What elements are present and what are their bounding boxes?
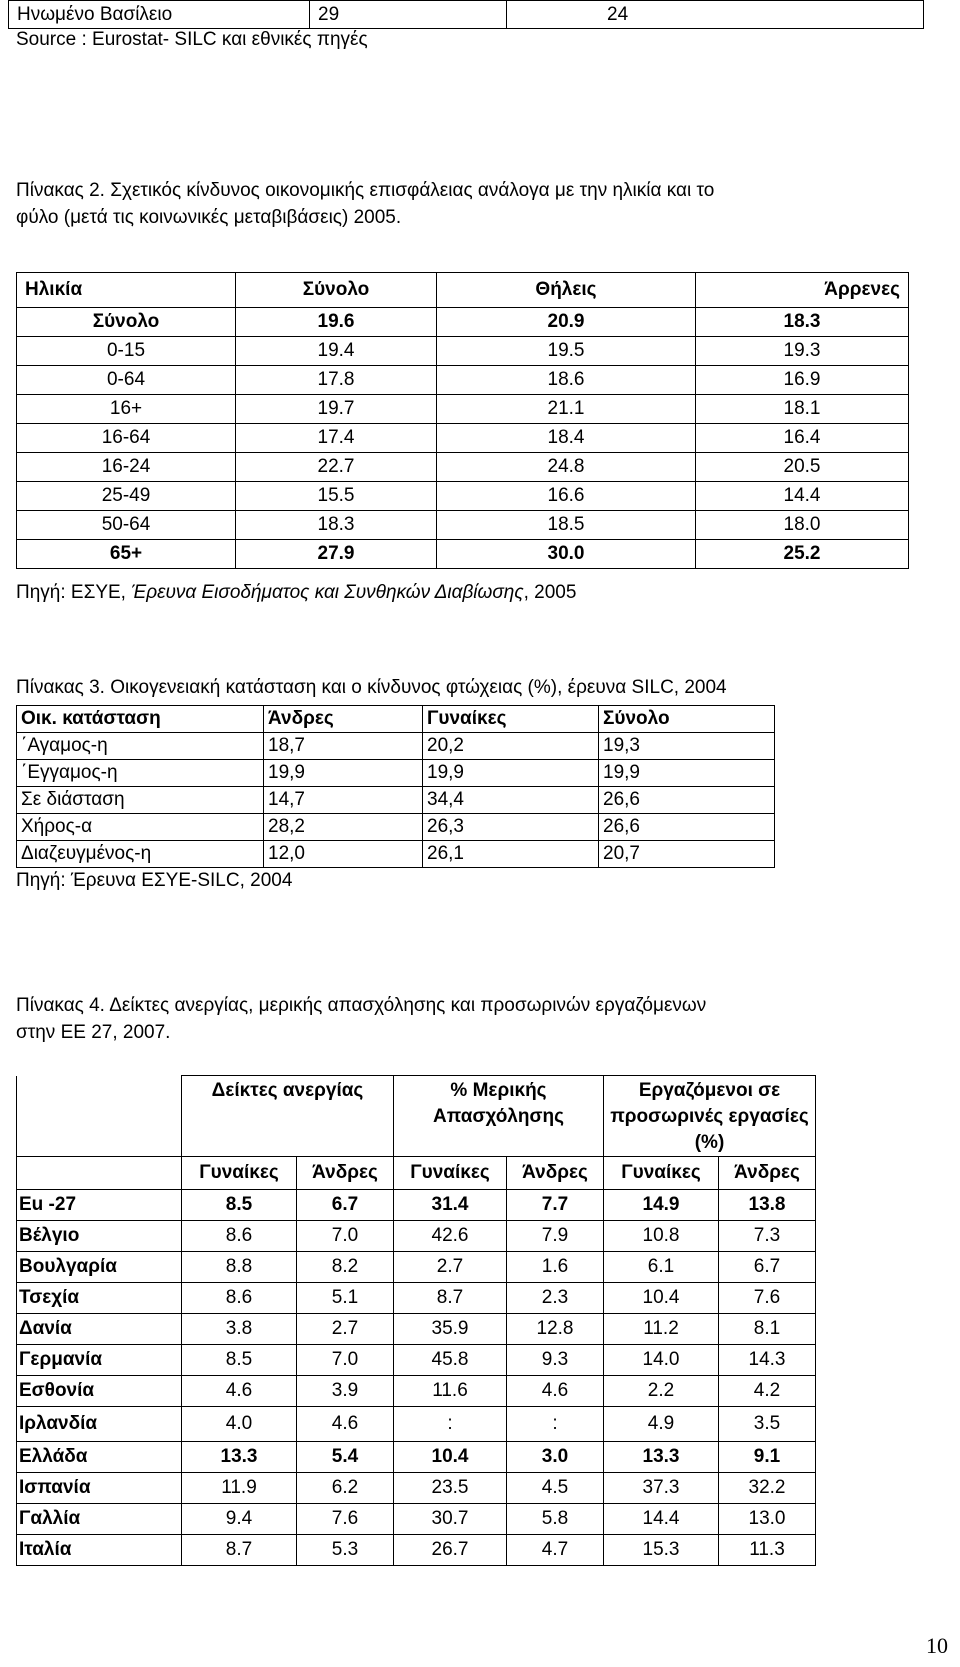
value-cell: 10.4: [394, 1442, 507, 1473]
country-cell: Ισπανία: [17, 1473, 182, 1504]
female-cell: 24.8: [437, 453, 696, 482]
age-cell: 65+: [17, 540, 236, 569]
value-cell: 23.5: [394, 1473, 507, 1504]
value-cell: 7.0: [297, 1345, 394, 1376]
country-cell: Δανία: [17, 1314, 182, 1345]
value-cell: 9.4: [182, 1504, 297, 1535]
value-cell: 6.7: [297, 1190, 394, 1221]
male-cell: 18.3: [696, 308, 909, 337]
value-cell: 7.0: [297, 1221, 394, 1252]
women-cell: 34,4: [423, 787, 599, 814]
group-header-part-time: % Μερικής Απασχόλησης: [394, 1076, 604, 1157]
age-cell: 16-24: [17, 453, 236, 482]
status-cell: Χήρος-α: [17, 814, 264, 841]
country-cell: Ιρλανδία: [17, 1407, 182, 1442]
table-row: [17, 308, 909, 337]
value-cell: 26.7: [394, 1535, 507, 1566]
value-cell: 7.3: [719, 1221, 816, 1252]
male-cell: 18.1: [696, 395, 909, 424]
table-row: [17, 841, 775, 868]
status-cell: Σε διάσταση: [17, 787, 264, 814]
female-cell: 20.9: [437, 308, 696, 337]
table-row: [17, 814, 775, 841]
value-cell: 7.6: [719, 1283, 816, 1314]
value-cell: 6.2: [297, 1473, 394, 1504]
value-cell: 10.8: [604, 1221, 719, 1252]
value-cell: 7.6: [297, 1504, 394, 1535]
total-cell: 19.7: [236, 395, 437, 424]
table-row: [17, 1473, 816, 1504]
value-cell: 32.2: [719, 1473, 816, 1504]
value-cell: 2.2: [604, 1376, 719, 1407]
source-suffix: , 2005: [523, 582, 577, 603]
table-row: [17, 453, 909, 482]
table3: [16, 705, 775, 868]
value-cell: 13.8: [719, 1190, 816, 1221]
age-cell: 16-64: [17, 424, 236, 453]
value-cell: 15.3: [604, 1535, 719, 1566]
table-row: [9, 1, 924, 29]
table-row: [17, 511, 909, 540]
value-cell: 7.7: [507, 1190, 604, 1221]
female-cell: 18.6: [437, 366, 696, 395]
value-cell: 4.0: [182, 1407, 297, 1442]
value-cell: 42.6: [394, 1221, 507, 1252]
subheader-men: Άνδρες: [297, 1157, 394, 1190]
total-cell: 26,6: [599, 814, 775, 841]
age-cell: 0-64: [17, 366, 236, 395]
value-cell: 3.0: [507, 1442, 604, 1473]
value-cell: 11.9: [182, 1473, 297, 1504]
female-cell: 18.5: [437, 511, 696, 540]
table-row: [17, 1504, 816, 1535]
male-cell: 19.3: [696, 337, 909, 366]
subheader-men: Άνδρες: [507, 1157, 604, 1190]
country-cell: Eu -27: [17, 1190, 182, 1221]
top-continuation-table: [8, 0, 924, 29]
male-cell: 25.2: [696, 540, 909, 569]
header-total: Σύνολο: [599, 706, 775, 733]
table4-caption-line2: στην ΕΕ 27, 2007.: [16, 1022, 171, 1043]
source-title: Έρευνα Εισοδήματος και Συνθηκών Διαβίωσης: [131, 582, 524, 603]
table-row: [17, 337, 909, 366]
total-cell: 22.7: [236, 453, 437, 482]
total-cell: 18.3: [236, 511, 437, 540]
source-prefix: Πηγή: ΕΣΥΕ,: [16, 582, 132, 603]
value-cell: 8.7: [394, 1283, 507, 1314]
source-eurostat: Source : Eurostat- SILC και εθνικές πηγές: [16, 29, 368, 50]
status-cell: ΄Αγαμος-η: [17, 733, 264, 760]
value-cell: 4.5: [507, 1473, 604, 1504]
age-cell: Σύνολο: [17, 308, 236, 337]
total-cell: 15.5: [236, 482, 437, 511]
women-cell: 20,2: [423, 733, 599, 760]
women-cell: 26,3: [423, 814, 599, 841]
men-cell: 19,9: [264, 760, 423, 787]
value-cell: 4.2: [719, 1376, 816, 1407]
value-cell: 8.8: [182, 1252, 297, 1283]
total-cell: 17.8: [236, 366, 437, 395]
country-cell: Γαλλία: [17, 1504, 182, 1535]
table-row: [17, 1407, 816, 1442]
value-cell: 4.9: [604, 1407, 719, 1442]
value-cell: 3.5: [719, 1407, 816, 1442]
value-cell: 11.3: [719, 1535, 816, 1566]
value-cell: 4.6: [507, 1376, 604, 1407]
value-cell: 2.7: [297, 1314, 394, 1345]
table-row: [17, 395, 909, 424]
table-row: [17, 1442, 816, 1473]
table-row: [17, 1190, 816, 1221]
women-cell: 26,1: [423, 841, 599, 868]
value-cell: 31.4: [394, 1190, 507, 1221]
value-cell: 14.0: [604, 1345, 719, 1376]
women-cell: 19,9: [423, 760, 599, 787]
value-cell: 8.1: [719, 1314, 816, 1345]
header-age: Ηλικία: [17, 273, 236, 308]
table3-header-row: [17, 706, 775, 733]
value-cell: 45.8: [394, 1345, 507, 1376]
value-cell: 14.4: [604, 1504, 719, 1535]
table-row: [17, 1376, 816, 1407]
value-cell: 13.3: [182, 1442, 297, 1473]
male-cell: 18.0: [696, 511, 909, 540]
male-cell: 16.4: [696, 424, 909, 453]
table-row: [17, 366, 909, 395]
total-cell: 27.9: [236, 540, 437, 569]
age-cell: 16+: [17, 395, 236, 424]
value-cell: 7.9: [507, 1221, 604, 1252]
value-cell: 35.9: [394, 1314, 507, 1345]
country-cell: Ιταλία: [17, 1535, 182, 1566]
value-cell: 11.6: [394, 1376, 507, 1407]
table-row: [17, 424, 909, 453]
total-cell: 19.4: [236, 337, 437, 366]
value-cell: 11.2: [604, 1314, 719, 1345]
female-cell: 19.5: [437, 337, 696, 366]
total-cell: 19.6: [236, 308, 437, 337]
header-female: Θήλεις: [437, 273, 696, 308]
value-cell: :: [394, 1407, 507, 1442]
subheader-women: Γυναίκες: [394, 1157, 507, 1190]
value-cell: 4.6: [182, 1376, 297, 1407]
table-row: [17, 540, 909, 569]
table4-subheader-row: [17, 1157, 816, 1190]
country-cell: Ελλάδα: [17, 1442, 182, 1473]
value-cell: 1.6: [507, 1252, 604, 1283]
value-cell: 3.8: [182, 1314, 297, 1345]
value-cell: 4.7: [507, 1535, 604, 1566]
table4-group-header-row: [17, 1076, 816, 1157]
value-cell: 8.7: [182, 1535, 297, 1566]
value-cell: 5.8: [507, 1504, 604, 1535]
table-row: [17, 1535, 816, 1566]
value-cell: 8.6: [182, 1283, 297, 1314]
value-cell: 3.9: [297, 1376, 394, 1407]
value-cell: 37.3: [604, 1473, 719, 1504]
table-row: [17, 1252, 816, 1283]
subheader-men: Άνδρες: [719, 1157, 816, 1190]
group-header-temporary: Εργαζόμενοι σε προσωρινές εργασίες (%): [604, 1076, 816, 1157]
age-cell: 50-64: [17, 511, 236, 540]
female-cell: 21.1: [437, 395, 696, 424]
empty-corner-cell: [17, 1076, 182, 1157]
value-cell: 14.3: [719, 1345, 816, 1376]
table2-source: [16, 582, 576, 604]
header-women: Γυναίκες: [423, 706, 599, 733]
value-cell: 24: [507, 1, 924, 29]
table3-caption: Πίνακας 3. Οικογενειακή κατάσταση και ο κίνδυνος φτώχειας (%), έρευνα SILC, 2004: [16, 677, 727, 698]
value-cell: 6.7: [719, 1252, 816, 1283]
value-cell: 5.3: [297, 1535, 394, 1566]
table-row: [17, 1345, 816, 1376]
female-cell: 18.4: [437, 424, 696, 453]
value-cell: 12.8: [507, 1314, 604, 1345]
value-cell: 8.6: [182, 1221, 297, 1252]
table2: [16, 272, 909, 569]
country-cell: Βέλγιο: [17, 1221, 182, 1252]
group-header-unemployment: Δείκτες ανεργίας: [182, 1076, 394, 1157]
male-cell: 16.9: [696, 366, 909, 395]
value-cell: 8.5: [182, 1190, 297, 1221]
empty-subheader-cell: [17, 1157, 182, 1190]
value-cell: 30.7: [394, 1504, 507, 1535]
value-cell: 29: [310, 1, 507, 29]
men-cell: 12,0: [264, 841, 423, 868]
total-cell: 19,3: [599, 733, 775, 760]
status-cell: ΄Εγγαμος-η: [17, 760, 264, 787]
header-men: Άνδρες: [264, 706, 423, 733]
table2-header-row: [17, 273, 909, 308]
table2-caption-line2: φύλο (μετά τις κοινωνικές μεταβιβάσεις) 2005.: [16, 207, 402, 228]
country-cell: Ηνωμένο Βασίλειο: [9, 1, 310, 29]
country-cell: Γερμανία: [17, 1345, 182, 1376]
total-cell: 17.4: [236, 424, 437, 453]
value-cell: 5.1: [297, 1283, 394, 1314]
header-status: Οικ. κατάσταση: [17, 706, 264, 733]
country-cell: Εσθονία: [17, 1376, 182, 1407]
table-row: [17, 1221, 816, 1252]
female-cell: 30.0: [437, 540, 696, 569]
value-cell: 6.1: [604, 1252, 719, 1283]
male-cell: 14.4: [696, 482, 909, 511]
value-cell: 13.0: [719, 1504, 816, 1535]
status-cell: Διαζευγμένος-η: [17, 841, 264, 868]
age-cell: 0-15: [17, 337, 236, 366]
value-cell: 9.1: [719, 1442, 816, 1473]
page-number: 10: [926, 1633, 948, 1658]
female-cell: 16.6: [437, 482, 696, 511]
header-total: Σύνολο: [236, 273, 437, 308]
male-cell: 20.5: [696, 453, 909, 482]
table-row: [17, 1283, 816, 1314]
country-cell: Βουλγαρία: [17, 1252, 182, 1283]
age-cell: 25-49: [17, 482, 236, 511]
subheader-women: Γυναίκες: [604, 1157, 719, 1190]
value-cell: 4.6: [297, 1407, 394, 1442]
table-row: [17, 760, 775, 787]
value-cell: 14.9: [604, 1190, 719, 1221]
value-cell: 8.2: [297, 1252, 394, 1283]
table4-caption-line1: Πίνακας 4. Δείκτες ανεργίας, μερικής απασχόλησης και προσωρινών εργαζόμενων: [16, 995, 707, 1016]
header-male: Άρρενες: [696, 273, 909, 308]
table2-caption-line1: Πίνακας 2. Σχετικός κίνδυνος οικονομικής επισφάλειας ανάλογα με την ηλικία και το: [16, 180, 715, 201]
table-row: [17, 733, 775, 760]
value-cell: 9.3: [507, 1345, 604, 1376]
men-cell: 14,7: [264, 787, 423, 814]
men-cell: 18,7: [264, 733, 423, 760]
table-row: [17, 787, 775, 814]
table3-source: Πηγή: Έρευνα ΕΣΥΕ-SILC, 2004: [16, 870, 293, 891]
value-cell: 2.3: [507, 1283, 604, 1314]
subheader-women: Γυναίκες: [182, 1157, 297, 1190]
total-cell: 20,7: [599, 841, 775, 868]
total-cell: 19,9: [599, 760, 775, 787]
value-cell: 5.4: [297, 1442, 394, 1473]
table4: [16, 1075, 816, 1566]
value-cell: 8.5: [182, 1345, 297, 1376]
value-cell: 10.4: [604, 1283, 719, 1314]
table4-body: [17, 1190, 816, 1566]
value-cell: 13.3: [604, 1442, 719, 1473]
table-row: [17, 482, 909, 511]
country-cell: Τσεχία: [17, 1283, 182, 1314]
men-cell: 28,2: [264, 814, 423, 841]
value-cell: 2.7: [394, 1252, 507, 1283]
total-cell: 26,6: [599, 787, 775, 814]
table-row: [17, 1314, 816, 1345]
value-cell: :: [507, 1407, 604, 1442]
